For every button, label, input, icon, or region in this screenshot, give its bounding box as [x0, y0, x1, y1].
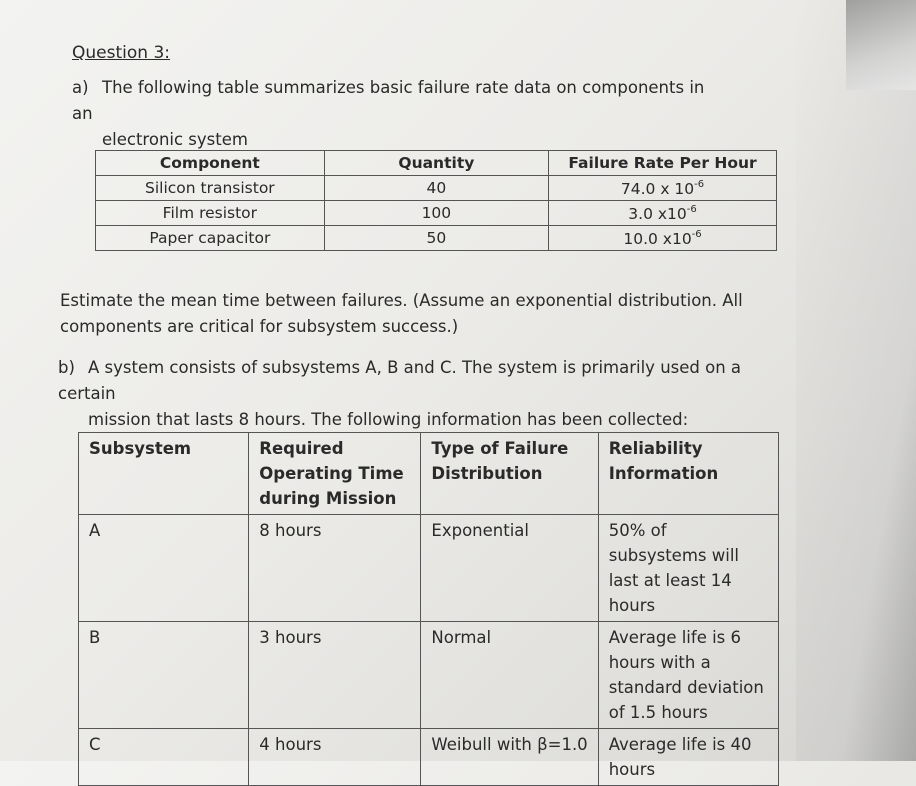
subsystem-table: [78, 432, 779, 786]
paper-edge-shadow: [796, 0, 916, 761]
time-cell: 8 hours: [249, 515, 421, 622]
subsystem-cell: C: [79, 729, 249, 786]
time-cell: 3 hours: [249, 622, 421, 729]
table-row: [96, 226, 777, 251]
table-row: [79, 515, 779, 622]
part-a-label: a): [72, 78, 89, 97]
table-row: [79, 729, 779, 786]
estimate-line1: Estimate the mean time between failures. (Assume an exponential distribution. All: [60, 291, 743, 310]
component-cell: Paper capacitor: [96, 226, 325, 251]
part-b-line1: A system consists of subsystems A, B and C. The system is primarily used on a certain: [58, 358, 742, 403]
rate-cell: [549, 201, 777, 226]
reliability-cell: Average life is 40 hours: [598, 729, 778, 786]
time-cell: 4 hours: [249, 729, 421, 786]
rate-base: 74.0 x 10: [620, 179, 695, 198]
distribution-cell: Normal: [421, 622, 598, 729]
estimate-text: [60, 288, 760, 340]
quantity-cell: 50: [324, 226, 548, 251]
part-a-line2: electronic system: [102, 130, 248, 149]
quantity-cell: 40: [324, 176, 548, 201]
question-title: Question 3:: [72, 43, 170, 63]
header-quantity: Quantity: [324, 151, 548, 176]
table-row: [79, 622, 779, 729]
distribution-cell: Exponential: [421, 515, 598, 622]
table-header-row: [96, 151, 777, 176]
distribution-cell: Weibull with β=1.0: [421, 729, 598, 786]
rate-base: 10.0 x10: [623, 229, 692, 248]
part-a-line1: The following table summarizes basic failure rate data on components in an: [72, 78, 705, 123]
reliability-cell: 50% of subsystems will last at least 14 hours: [598, 515, 778, 622]
rate-cell: [549, 176, 777, 201]
part-b-label: b): [58, 358, 75, 377]
rate-base: 3.0 x10: [628, 204, 687, 223]
failure-rate-table: [95, 150, 777, 251]
header-operating-time: Required Operating Time during Mission: [249, 433, 421, 515]
header-subsystem: Subsystem: [79, 433, 249, 515]
binder-clip: [846, 0, 916, 90]
part-a-text: [72, 75, 722, 153]
subsystem-cell: B: [79, 622, 249, 729]
rate-exponent: -6: [686, 203, 697, 215]
rate-exponent: -6: [694, 178, 705, 190]
component-cell: Film resistor: [96, 201, 325, 226]
rate-exponent: -6: [691, 228, 702, 240]
header-reliability: Reliability Information: [598, 433, 778, 515]
reliability-cell: Average life is 6 hours with a standard deviation of 1.5 hours: [598, 622, 778, 729]
rate-cell: [549, 226, 777, 251]
table-row: [96, 201, 777, 226]
part-b-line2: mission that lasts 8 hours. The following information has been collected:: [88, 410, 689, 429]
table-header-row: [79, 433, 779, 515]
header-component: Component: [96, 151, 325, 176]
quantity-cell: 100: [324, 201, 548, 226]
component-cell: Silicon transistor: [96, 176, 325, 201]
part-b-text: [58, 355, 798, 433]
subsystem-cell: A: [79, 515, 249, 622]
header-failure-rate: Failure Rate Per Hour: [549, 151, 777, 176]
estimate-line2: components are critical for subsystem success.): [60, 317, 459, 336]
table-row: [96, 176, 777, 201]
header-distribution: Type of Failure Distribution: [421, 433, 598, 515]
